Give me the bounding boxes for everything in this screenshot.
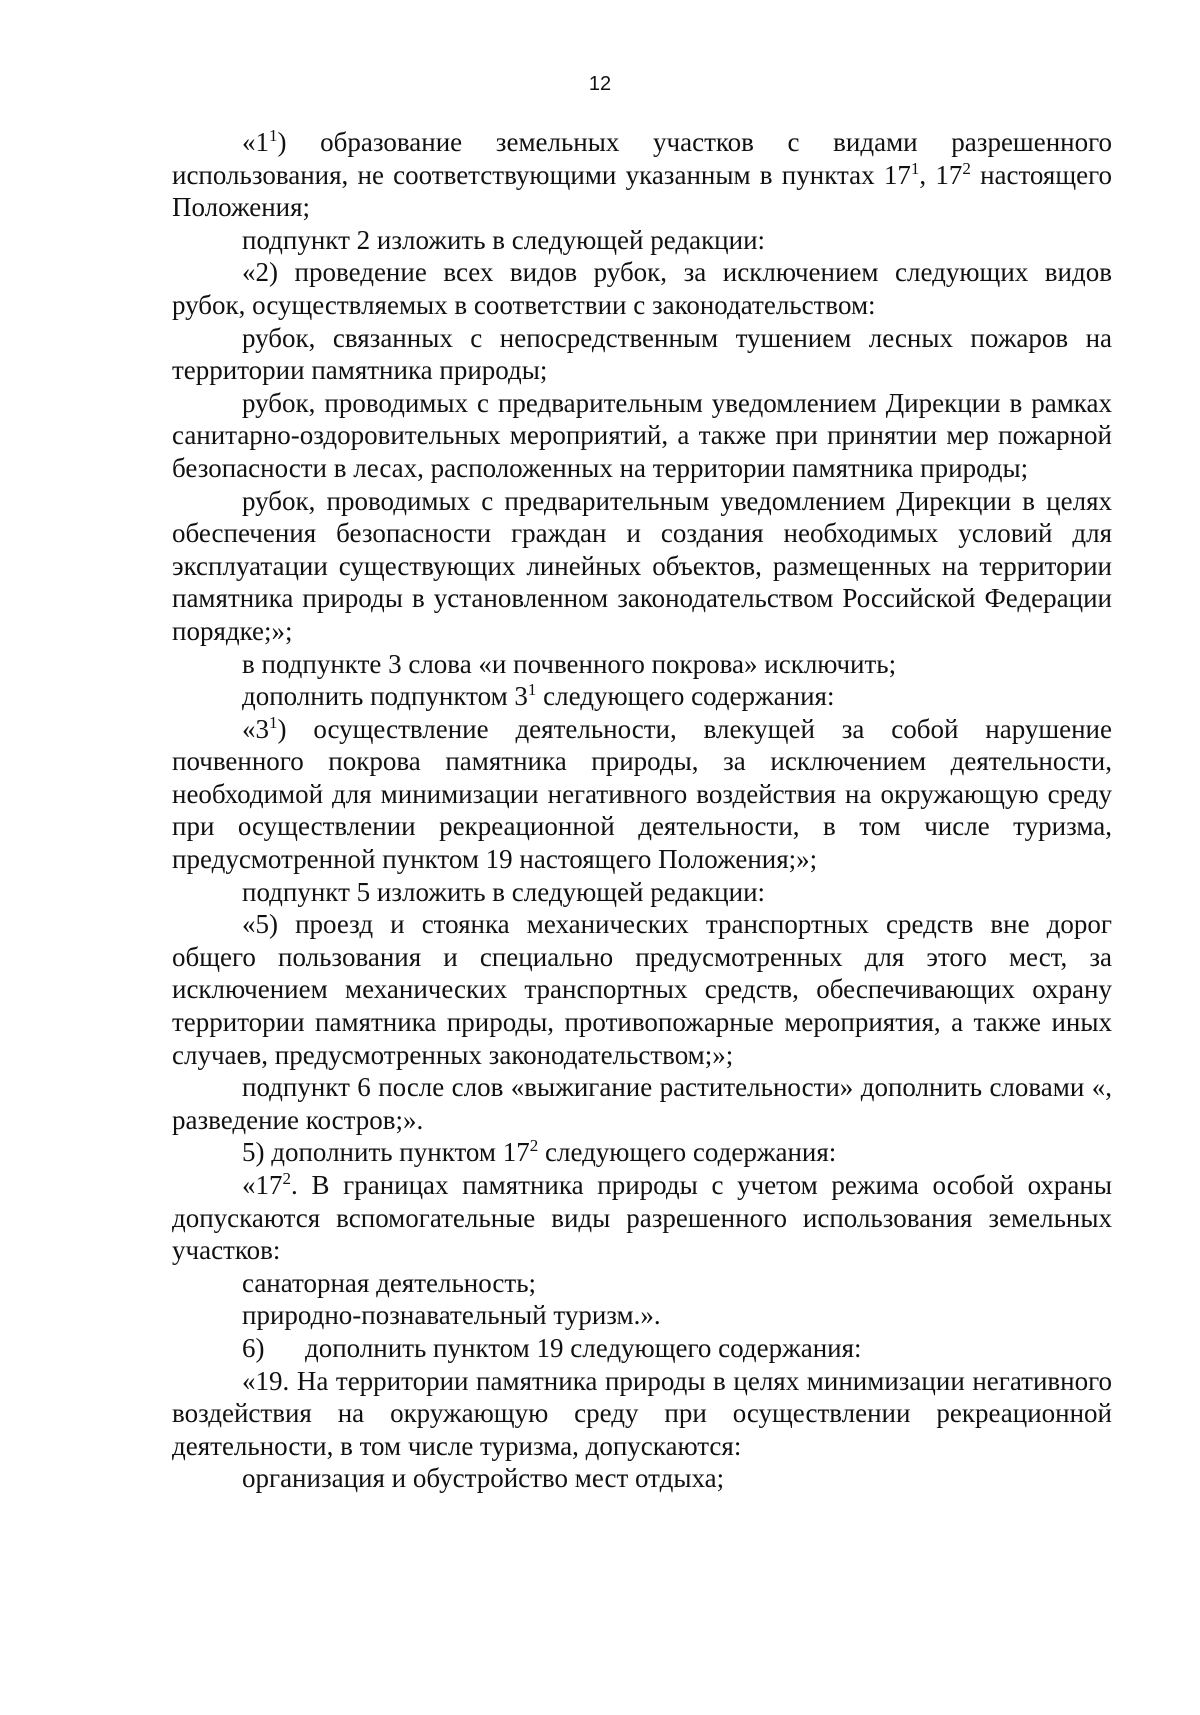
paragraph — [172, 1136, 1112, 1169]
superscript: 1 — [910, 158, 920, 178]
superscript: 2 — [282, 1169, 291, 1188]
text-run: настоящего Положения; — [172, 159, 1113, 223]
text-run: «5) проезд и стоянка механических транспортных средств вне дорог общего пользования и специально предусмотренных для этого мест, за исключением механических транспортных средств, обеспечивающих охрану территории памятника природы, противопожарные мероприятия, а также иных случаев, предусмотренных законодательством;»; — [172, 909, 1112, 1070]
text-run: , 17 — [919, 159, 963, 190]
text-run: «1 — [242, 127, 269, 157]
paragraph — [172, 1071, 1112, 1136]
text-run: «3 — [242, 713, 269, 744]
text-run: следующего содержания: — [536, 681, 835, 712]
text-run: дополнить подпунктом 3 — [242, 681, 528, 712]
text-run: рубок, проводимых с предварительным уведомлением Дирекции в целях обеспечения безопасности граждан и создания необходимых условий для эксплуатации существующих линейных объектов, размещенных на территории памятника природы в установленном законодательством Российской Федерации порядке;»; — [172, 485, 1112, 646]
text-run: «19. На территории памятника природы в целях минимизации негативного воздействия на окружающую среду при осуществлении рекреационной деятельности, в том числе туризма, допускаются: — [172, 1365, 1112, 1461]
superscript: 1 — [527, 680, 537, 700]
text-run: ) осуществление деятельности, влекущей за собой нарушение почвенного покрова памятника природы, за исключением деятельности, необходимой для минимизации негативного воздействия на окружающую среду при осуществлении рекреационной деятельности, в том числе туризма, предусмотренной пунктом 19 настоящего Положения;»; — [172, 713, 1112, 875]
text-run: природно-познавательный туризм.». — [242, 1300, 661, 1331]
superscript: 1 — [269, 712, 278, 732]
document-body — [172, 126, 1112, 1495]
paragraph — [172, 876, 1112, 909]
paragraph — [172, 680, 1112, 713]
text-run: 6) дополнить пунктом 19 следующего содержания: — [242, 1332, 862, 1363]
paragraph — [172, 126, 1112, 224]
paragraph — [172, 485, 1112, 648]
text-run: рубок, проводимых с предварительным уведомлением Дирекции в рамках санитарно-оздоровительных мероприятий, а также при принятии мер пожарной безопасности в лесах, расположенных на территории памятника природы; — [172, 387, 1112, 483]
text-run: «2) проведение всех видов рубок, за исключением следующих видов рубок, осуществляемых в соответствии с законодательством: — [172, 257, 1112, 320]
paragraph — [172, 713, 1112, 876]
paragraph — [172, 648, 1112, 681]
page-number: 12 — [588, 73, 612, 95]
paragraph — [172, 908, 1112, 1071]
paragraph — [172, 1299, 1112, 1332]
paragraph — [172, 1332, 1112, 1365]
text-run: следующего содержания: — [538, 1137, 837, 1168]
text-run: в подпункте 3 слова «и почвенного покрова» исключить; — [242, 648, 897, 679]
paragraph — [172, 1267, 1112, 1300]
superscript: 1 — [269, 126, 278, 145]
text-run: рубок, связанных с непосредственным тушением лесных пожаров на территории памятника природы; — [172, 322, 1112, 386]
paragraph — [172, 1462, 1112, 1495]
paragraph — [172, 224, 1112, 257]
superscript: 2 — [962, 158, 971, 178]
paragraph — [172, 1169, 1112, 1267]
text-run: ) образование земельных участков с видами разрешенного использования, не соответствующими указанным в пунктах 17 — [172, 127, 1112, 190]
superscript: 2 — [529, 1136, 539, 1156]
text-run: . В границах памятника природы с учетом режима особой охраны допускаются вспомогательные виды разрешенного использования земельных участков: — [172, 1170, 1112, 1266]
text-run: санаторная деятельность; — [242, 1267, 537, 1298]
text-run: организация и обустройство мест отдыха; — [242, 1463, 725, 1494]
paragraph — [172, 387, 1112, 485]
text-run: 5) дополнить пунктом 17 — [242, 1137, 530, 1168]
text-run: подпункт 2 изложить в следующей редакции: — [242, 224, 766, 255]
text-run: «17 — [242, 1170, 283, 1200]
text-run: подпункт 5 изложить в следующей редакции: — [242, 876, 766, 907]
paragraph — [172, 1365, 1112, 1463]
paragraph — [172, 256, 1112, 321]
paragraph — [172, 322, 1112, 387]
text-run: подпункт 6 после слов «выжигание растительности» дополнить словами «, разведение костров;». — [172, 1072, 1112, 1135]
